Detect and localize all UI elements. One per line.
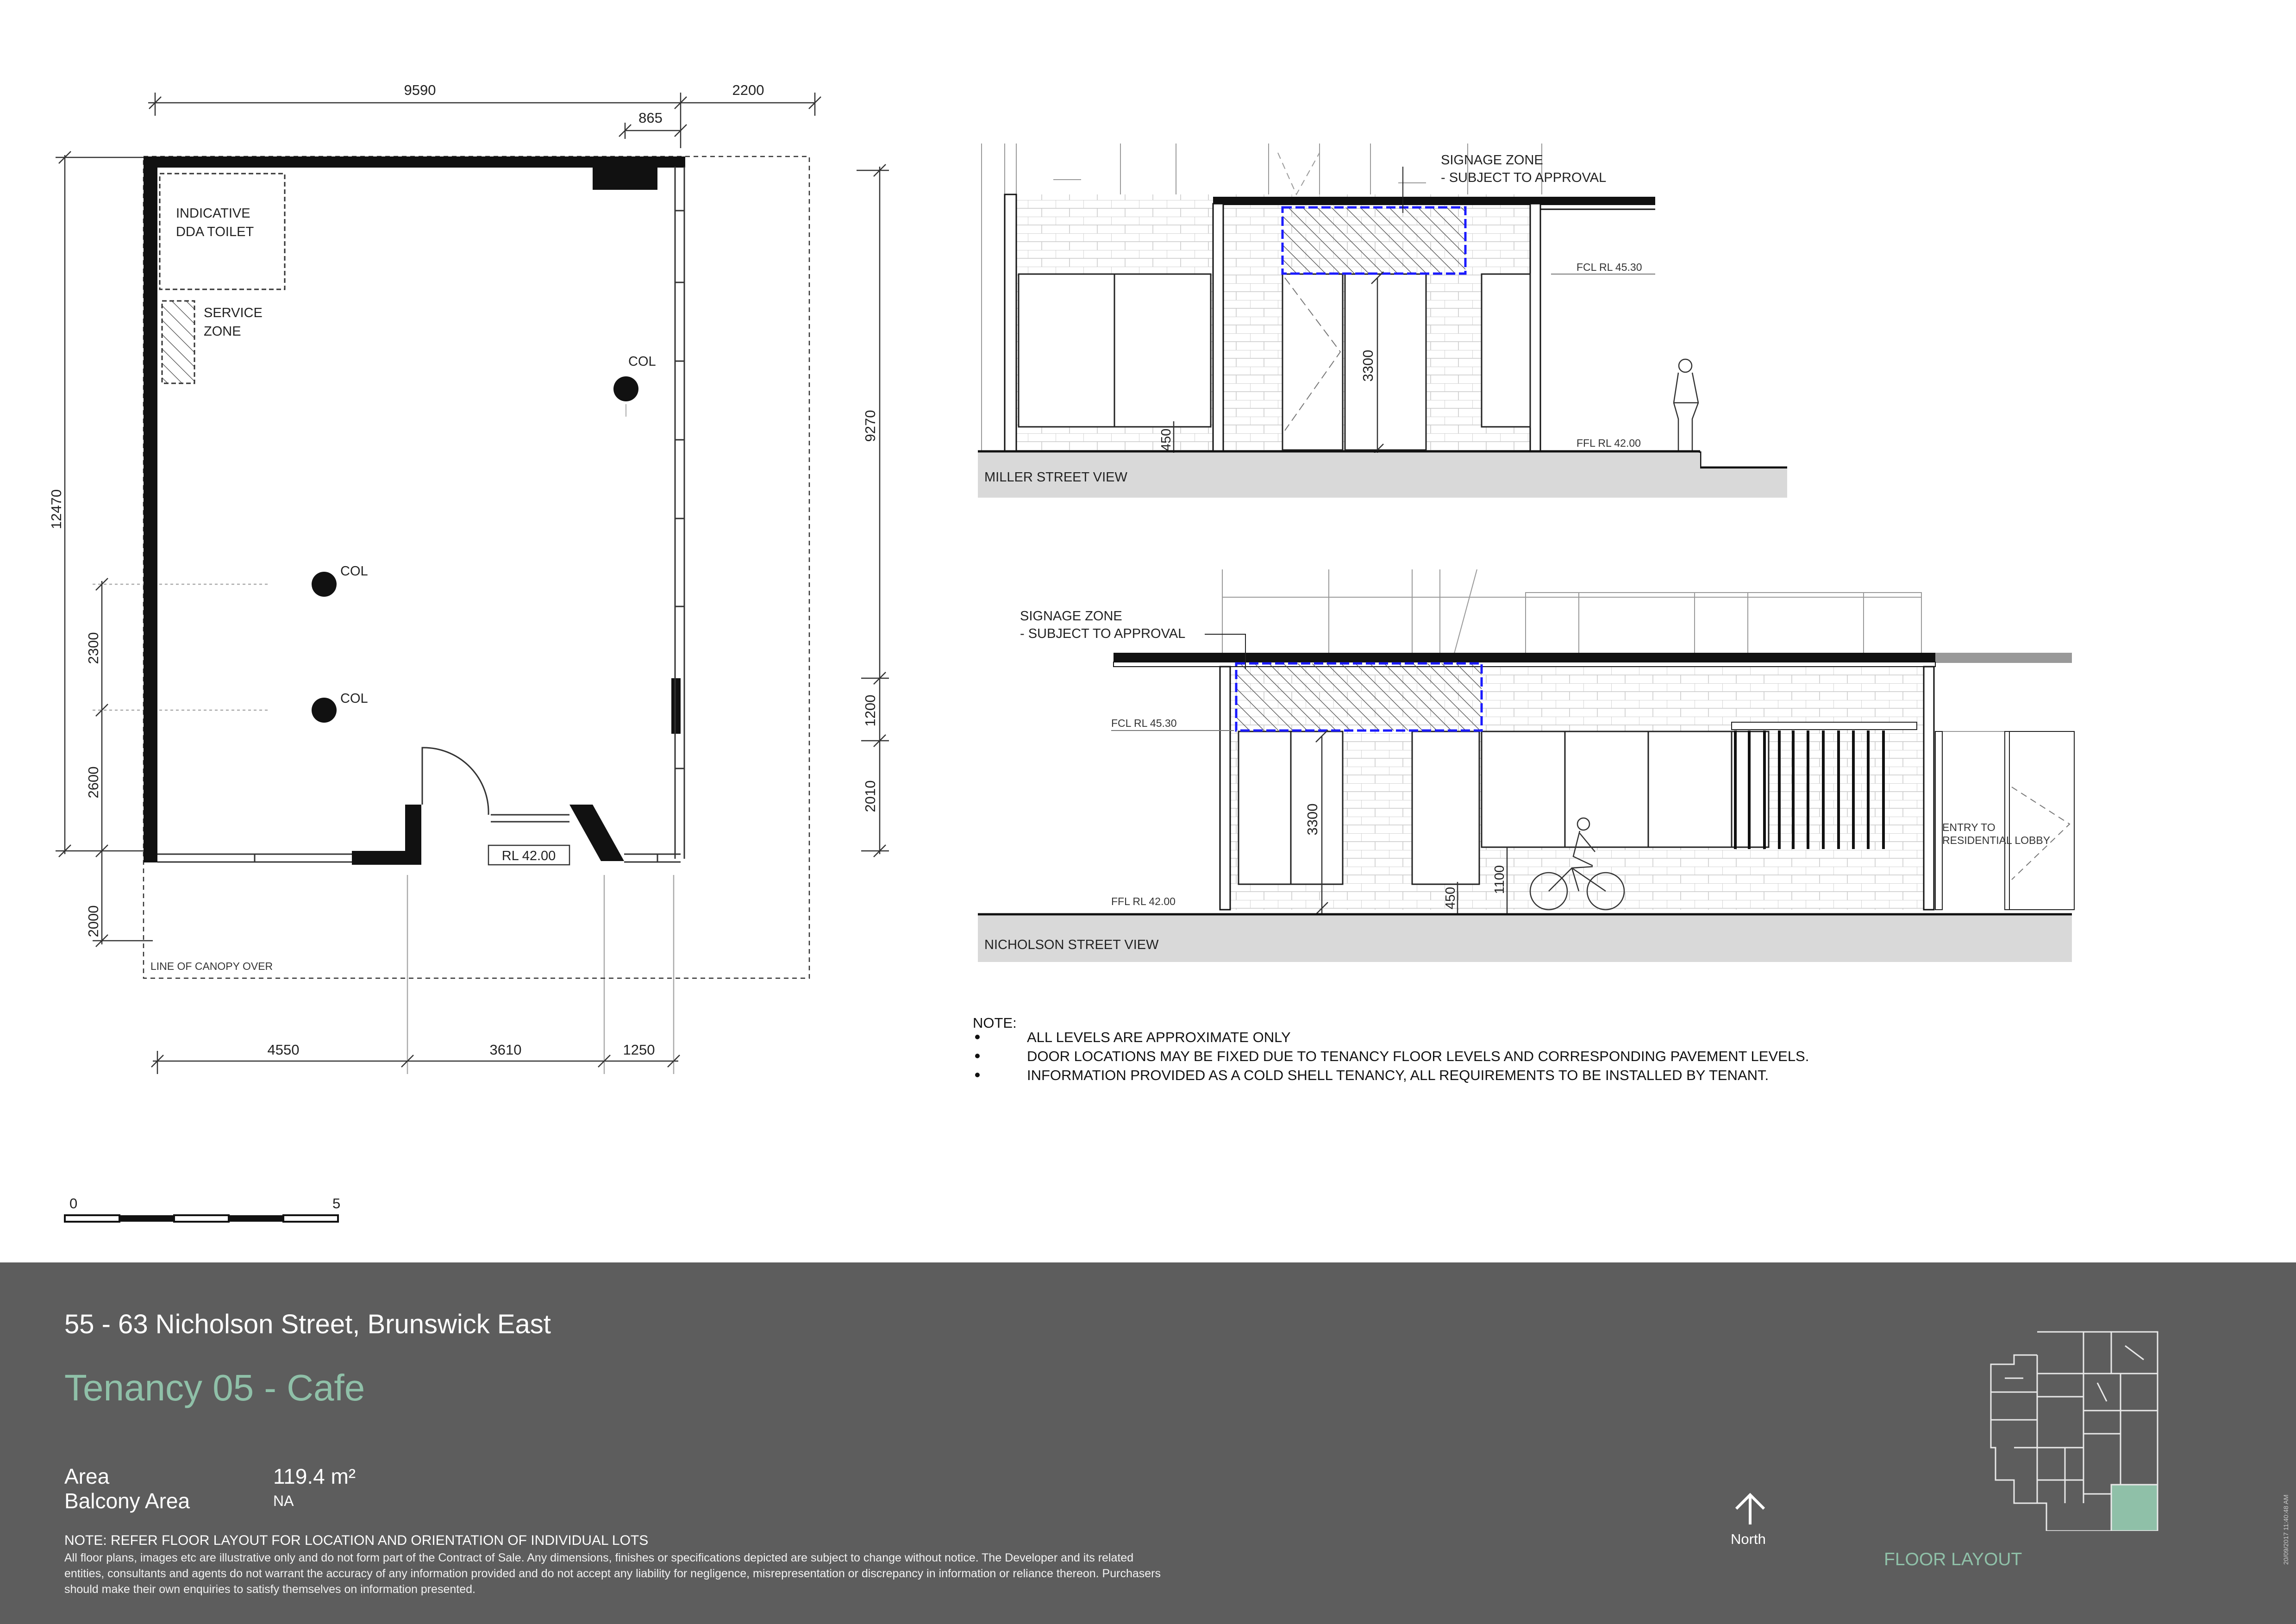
entry-door-swing: [422, 748, 488, 815]
miller-floor-level: FFL RL 42.00: [1577, 437, 1641, 449]
side-glazing: [675, 167, 684, 859]
toilet-label-line2: DDA TOILET: [176, 225, 254, 239]
nicholson-ceiling-level: FCL RL 45.30: [1111, 717, 1177, 729]
canopy-label: LINE OF CANOPY OVER: [150, 960, 273, 972]
dim-bottom-right-label: 1250: [623, 1042, 655, 1058]
miller-street-elevation: [978, 144, 1787, 498]
floor-layout-note: NOTE: REFER FLOOR LAYOUT FOR LOCATION AND ORIENTATION OF INDIVIDUAL LOTS: [64, 1533, 649, 1548]
miller-door-height-label: 3300: [1360, 350, 1376, 382]
column-marker-1: [613, 376, 638, 401]
nicholson-floor-level: FFL RL 42.00: [1111, 895, 1176, 907]
dim-elevation-height-label: 9270: [862, 410, 878, 442]
floor-plan: [48, 82, 889, 1074]
notes-heading: NOTE:: [973, 1015, 1017, 1031]
north-label: North: [1731, 1531, 1766, 1547]
column-label-3: COL: [340, 691, 368, 706]
miller-signage-line2: - SUBJECT TO APPROVAL: [1441, 170, 1607, 185]
dim-bulkhead-label: 2010: [862, 780, 878, 812]
column-marker-2: [312, 572, 337, 597]
dimension-right: [857, 164, 889, 857]
legal-disclaimer: All floor plans, images etc are illustrative only and do not form part of the Contract of Sale. Any dimensions, finishes or specifications depicted are subject to change without notice. The Developer and its related entities, consultants and agents do not warrant the accuracy of any information provided and do not accept any liability for negligence, misrepresentation or discrepancy in information or reliance thereon. Purchasers should make their own enquiries to satisfy themselves on information presented.: [64, 1551, 1161, 1596]
floor-level-label: RL 42.00: [501, 849, 556, 863]
floor-layout-keyplan: [1986, 1327, 2162, 1531]
info-footer: [0, 1262, 2296, 1624]
dim-bottom-door-label: 3610: [489, 1042, 522, 1058]
service-zone: [162, 301, 194, 383]
nicholson-view-title: NICHOLSON STREET VIEW: [984, 937, 1159, 952]
toilet-label-line1: INDICATIVE: [176, 206, 250, 221]
dimension-top: [148, 93, 821, 148]
print-timestamp: 20/09/2017 11:40:48 AM: [2282, 1494, 2290, 1565]
nicholson-signage-zone: [1236, 663, 1482, 731]
nicholson-canopy: [1114, 653, 1935, 662]
dim-bottom-left-label: 4550: [267, 1042, 300, 1058]
floor-layout-label: FLOOR LAYOUT: [1884, 1549, 2022, 1569]
miller-canopy: [1213, 197, 1655, 205]
dim-canopy-label: 2200: [732, 82, 764, 98]
scale-bar: [65, 1195, 340, 1222]
nicholson-signage-line2: - SUBJECT TO APPROVAL: [1020, 626, 1186, 641]
dim-jamb-label: 865: [638, 110, 663, 126]
dim-col-spacing-label: 2300: [85, 632, 101, 664]
balcony-area-value: NA: [273, 1493, 294, 1509]
dim-canopy-depth-label: 2000: [85, 905, 101, 937]
residential-entry-line2: RESIDENTIAL LOBBY: [1942, 834, 2051, 846]
miller-view-title: MILLER STREET VIEW: [984, 470, 1127, 485]
area-label: Area: [64, 1464, 110, 1488]
nicholson-sill-height-label: 450: [1443, 887, 1458, 910]
note-item-1: ALL LEVELS ARE APPROXIMATE ONLY: [1027, 1029, 1291, 1045]
general-notes: [973, 1015, 1809, 1083]
nicholson-door-height-label: 3300: [1304, 803, 1320, 836]
service-label-line2: ZONE: [204, 324, 241, 339]
miller-signage-line1: SIGNAGE ZONE: [1441, 153, 1543, 168]
nicholson-street-elevation: [978, 569, 2074, 962]
service-label-line1: SERVICE: [204, 306, 263, 320]
nicholson-signage-line1: SIGNAGE ZONE: [1020, 609, 1122, 624]
scale-end-label: 5: [332, 1195, 341, 1212]
person-silhouette: [1674, 359, 1698, 451]
nicholson-window-height-label: 1100: [1492, 865, 1507, 894]
note-item-2: DOOR LOCATIONS MAY BE FIXED DUE TO TENANCY FLOOR LEVELS AND CORRESPONDING PAVEMENT LEVELS.: [1027, 1048, 1809, 1064]
tenancy-title: Tenancy 05 - Cafe: [64, 1367, 365, 1408]
dimension-bottom: [151, 875, 680, 1074]
balcony-area-label: Balcony Area: [64, 1489, 190, 1513]
column-label-1: COL: [628, 354, 656, 369]
area-value: 119.4 m²: [273, 1464, 356, 1488]
north-arrow-icon: [1732, 1491, 1769, 1528]
column-marker-3: [312, 698, 337, 723]
residential-entry-line1: ENTRY TO: [1942, 821, 1996, 833]
dim-depth-label: 12470: [48, 489, 64, 530]
miller-signage-zone: [1283, 207, 1465, 274]
dim-signage-height-label: 1200: [862, 694, 878, 727]
property-address: 55 - 63 Nicholson Street, Brunswick East: [64, 1309, 551, 1339]
floor-layout-highlight: [2111, 1485, 2158, 1531]
note-item-3: INFORMATION PROVIDED AS A COLD SHELL TENANCY, ALL REQUIREMENTS TO BE INSTALLED BY TENANT.: [1027, 1067, 1769, 1083]
dim-width-label: 9590: [404, 82, 436, 98]
scale-start-label: 0: [69, 1195, 78, 1212]
miller-sill-height-label: 450: [1159, 428, 1174, 451]
dim-col-front-label: 2600: [85, 766, 101, 799]
miller-ceiling-level: FCL RL 45.30: [1577, 261, 1642, 273]
column-label-2: COL: [340, 564, 368, 579]
